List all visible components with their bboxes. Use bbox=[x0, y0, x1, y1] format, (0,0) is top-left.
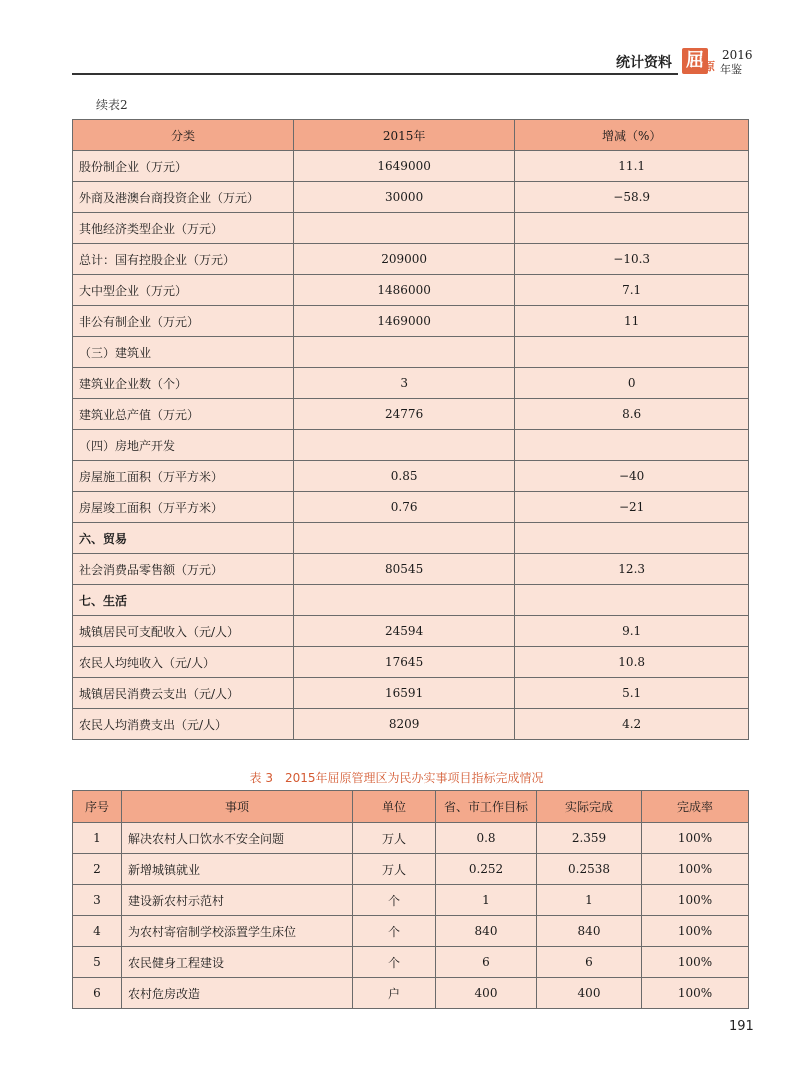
header-item: 事项 bbox=[122, 791, 353, 823]
row-category: 六、贸易 bbox=[73, 523, 294, 554]
row-category: （四）房地产开发 bbox=[73, 430, 294, 461]
row-category: （三）建筑业 bbox=[73, 337, 294, 368]
row-value: 17645 bbox=[293, 647, 514, 678]
row-value: 16591 bbox=[293, 678, 514, 709]
row-value: 1486000 bbox=[293, 275, 514, 306]
row-value: 1469000 bbox=[293, 306, 514, 337]
row-item: 新增城镇就业 bbox=[122, 854, 353, 885]
row-change: 11 bbox=[515, 306, 749, 337]
row-category: 股份制企业（万元） bbox=[73, 151, 294, 182]
row-target: 840 bbox=[436, 916, 537, 947]
header-target: 省、市工作目标 bbox=[436, 791, 537, 823]
row-target: 0.252 bbox=[436, 854, 537, 885]
row-category: 城镇居民可支配收入（元/人） bbox=[73, 616, 294, 647]
table-header-row bbox=[73, 120, 749, 151]
table-header-row bbox=[73, 791, 749, 823]
row-category: 大中型企业（万元） bbox=[73, 275, 294, 306]
row-change bbox=[515, 585, 749, 616]
row-item: 农村危房改造 bbox=[122, 978, 353, 1009]
header-index: 序号 bbox=[73, 791, 122, 823]
row-change: −40 bbox=[515, 461, 749, 492]
row-change: 11.1 bbox=[515, 151, 749, 182]
row-category: 农民人均消费支出（元/人） bbox=[73, 709, 294, 740]
row-change: −21 bbox=[515, 492, 749, 523]
row-actual: 0.2538 bbox=[537, 854, 642, 885]
row-change bbox=[515, 213, 749, 244]
row-value: 1649000 bbox=[293, 151, 514, 182]
table-row bbox=[73, 854, 749, 885]
header-rate: 完成率 bbox=[642, 791, 749, 823]
row-category: 建筑业总产值（万元） bbox=[73, 399, 294, 430]
row-value: 0.85 bbox=[293, 461, 514, 492]
row-index: 6 bbox=[73, 978, 122, 1009]
row-category: 建筑业企业数（个） bbox=[73, 368, 294, 399]
table-row bbox=[73, 709, 749, 740]
row-category: 房屋施工面积（万平方米） bbox=[73, 461, 294, 492]
row-unit: 个 bbox=[353, 885, 436, 916]
table-row bbox=[73, 337, 749, 368]
row-value: 30000 bbox=[293, 182, 514, 213]
row-rate: 100% bbox=[642, 916, 749, 947]
row-change: 9.1 bbox=[515, 616, 749, 647]
table-row bbox=[73, 430, 749, 461]
row-value: 8209 bbox=[293, 709, 514, 740]
section-title: 统计资料 bbox=[616, 55, 672, 71]
row-target: 1 bbox=[436, 885, 537, 916]
row-category: 其他经济类型企业（万元） bbox=[73, 213, 294, 244]
row-rate: 100% bbox=[642, 823, 749, 854]
table-row bbox=[73, 306, 749, 337]
row-index: 2 bbox=[73, 854, 122, 885]
row-value bbox=[293, 585, 514, 616]
row-actual: 1 bbox=[537, 885, 642, 916]
row-index: 3 bbox=[73, 885, 122, 916]
row-change: 4.2 bbox=[515, 709, 749, 740]
table3-caption: 表 3 2015年屈原管理区为民办实事项目指标完成情况 bbox=[249, 771, 544, 785]
table-row bbox=[73, 885, 749, 916]
row-change: 5.1 bbox=[515, 678, 749, 709]
row-category: 房屋竣工面积（万平方米） bbox=[73, 492, 294, 523]
row-category: 城镇居民消费云支出（元/人） bbox=[73, 678, 294, 709]
row-change: −10.3 bbox=[515, 244, 749, 275]
row-actual: 400 bbox=[537, 978, 642, 1009]
table-row bbox=[73, 823, 749, 854]
row-category: 社会消费品零售额（万元） bbox=[73, 554, 294, 585]
row-rate: 100% bbox=[642, 885, 749, 916]
row-item: 解决农村人口饮水不安全问题 bbox=[122, 823, 353, 854]
row-value: 3 bbox=[293, 368, 514, 399]
table-row bbox=[73, 182, 749, 213]
header-rule bbox=[72, 73, 678, 75]
row-rate: 100% bbox=[642, 947, 749, 978]
header-change: 增减（%） bbox=[515, 120, 749, 151]
header-year: 2015年 bbox=[293, 120, 514, 151]
row-value: 209000 bbox=[293, 244, 514, 275]
row-actual: 2.359 bbox=[537, 823, 642, 854]
table-row bbox=[73, 678, 749, 709]
row-index: 1 bbox=[73, 823, 122, 854]
yearbook-logo bbox=[682, 48, 753, 76]
table-row bbox=[73, 947, 749, 978]
page-number: 191 bbox=[729, 1019, 754, 1034]
table-row bbox=[73, 616, 749, 647]
projects-table bbox=[72, 790, 749, 1009]
table-row bbox=[73, 399, 749, 430]
row-index: 4 bbox=[73, 916, 122, 947]
row-change bbox=[515, 337, 749, 368]
row-rate: 100% bbox=[642, 978, 749, 1009]
statistics-table bbox=[72, 119, 749, 740]
row-change: −58.9 bbox=[515, 182, 749, 213]
logo-glyph: 屈 bbox=[682, 48, 708, 74]
table-row bbox=[73, 978, 749, 1009]
row-category: 总计：国有控股企业（万元） bbox=[73, 244, 294, 275]
row-index: 5 bbox=[73, 947, 122, 978]
row-change bbox=[515, 430, 749, 461]
row-category: 非公有制企业（万元） bbox=[73, 306, 294, 337]
row-unit: 个 bbox=[353, 947, 436, 978]
row-unit: 万人 bbox=[353, 823, 436, 854]
logo-book: 年鉴 bbox=[720, 63, 742, 76]
header-category: 分类 bbox=[73, 120, 294, 151]
row-value bbox=[293, 213, 514, 244]
row-category: 七、生活 bbox=[73, 585, 294, 616]
row-change bbox=[515, 523, 749, 554]
row-change: 8.6 bbox=[515, 399, 749, 430]
row-change: 0 bbox=[515, 368, 749, 399]
row-unit: 户 bbox=[353, 978, 436, 1009]
row-value: 24594 bbox=[293, 616, 514, 647]
logo-year: 2016 bbox=[722, 48, 753, 62]
row-item: 建设新农村示范村 bbox=[122, 885, 353, 916]
table-row bbox=[73, 916, 749, 947]
table2-continuation-label: 续表2 bbox=[96, 98, 128, 112]
table-row bbox=[73, 523, 749, 554]
row-category: 农民人均纯收入（元/人） bbox=[73, 647, 294, 678]
row-change: 12.3 bbox=[515, 554, 749, 585]
table-row bbox=[73, 647, 749, 678]
table-row bbox=[73, 151, 749, 182]
row-rate: 100% bbox=[642, 854, 749, 885]
row-item: 农民健身工程建设 bbox=[122, 947, 353, 978]
row-unit: 万人 bbox=[353, 854, 436, 885]
table-row bbox=[73, 368, 749, 399]
table-row bbox=[73, 585, 749, 616]
table-row bbox=[73, 244, 749, 275]
logo-glyph-2: 原 bbox=[704, 60, 715, 73]
row-value: 24776 bbox=[293, 399, 514, 430]
header-unit: 单位 bbox=[353, 791, 436, 823]
row-value bbox=[293, 430, 514, 461]
row-change: 10.8 bbox=[515, 647, 749, 678]
table-row bbox=[73, 461, 749, 492]
row-target: 6 bbox=[436, 947, 537, 978]
row-change: 7.1 bbox=[515, 275, 749, 306]
row-value: 0.76 bbox=[293, 492, 514, 523]
row-actual: 840 bbox=[537, 916, 642, 947]
table-row bbox=[73, 492, 749, 523]
row-value bbox=[293, 523, 514, 554]
table-row bbox=[73, 554, 749, 585]
row-target: 0.8 bbox=[436, 823, 537, 854]
row-unit: 个 bbox=[353, 916, 436, 947]
row-value: 80545 bbox=[293, 554, 514, 585]
header-actual: 实际完成 bbox=[537, 791, 642, 823]
row-target: 400 bbox=[436, 978, 537, 1009]
row-actual: 6 bbox=[537, 947, 642, 978]
row-value bbox=[293, 337, 514, 368]
row-item: 为农村寄宿制学校添置学生床位 bbox=[122, 916, 353, 947]
table-row bbox=[73, 275, 749, 306]
row-category: 外商及港澳台商投资企业（万元） bbox=[73, 182, 294, 213]
table-row bbox=[73, 213, 749, 244]
